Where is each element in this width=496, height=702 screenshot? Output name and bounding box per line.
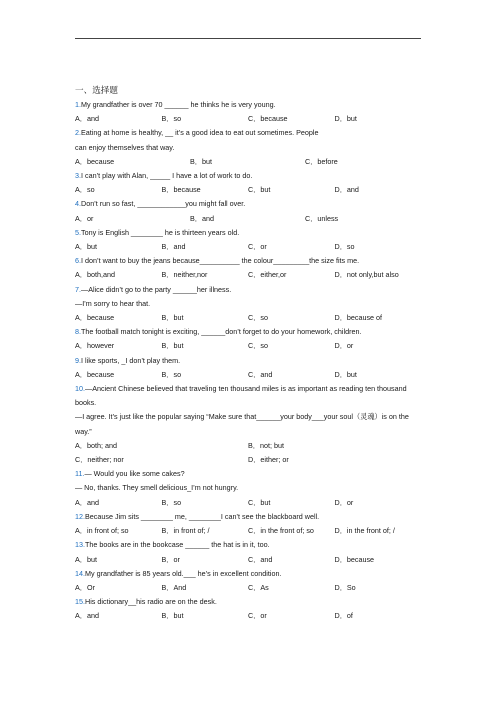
- question-5: [75, 226, 421, 240]
- option-d[interactable]: D．in the front of; /: [334, 526, 395, 536]
- option-a[interactable]: A．because: [75, 369, 115, 379]
- option-b[interactable]: B．but: [161, 341, 184, 351]
- question-number: 10.: [75, 384, 85, 394]
- question-text: The football match tonight is exciting, ______don’t forget to do your homework, children.: [81, 327, 362, 337]
- option-c[interactable]: C．and: [248, 554, 273, 564]
- question-list: [75, 82, 421, 624]
- question-11: [75, 467, 421, 481]
- question-4: [75, 197, 421, 211]
- question-9: [75, 354, 421, 368]
- option-b[interactable]: B．and: [190, 213, 214, 223]
- options-8: [75, 339, 421, 353]
- options-10-row-2: [75, 453, 421, 467]
- question-number: 5.: [75, 227, 81, 237]
- question-text: The books are in the bookcase ______ the hat is in it, too.: [85, 540, 270, 550]
- option-d[interactable]: D．so: [334, 242, 355, 252]
- question-text: Eating at home is healthy, __ it’s a good idea to eat out sometimes. People: [81, 128, 319, 138]
- options-4: [75, 212, 421, 226]
- option-a[interactable]: A．in front of; so: [75, 526, 129, 536]
- question-1: [75, 98, 421, 112]
- option-b[interactable]: B．but: [161, 611, 184, 621]
- option-a[interactable]: A．and: [75, 497, 99, 507]
- question-number: 2.: [75, 128, 81, 138]
- option-a[interactable]: A．both; and: [75, 440, 117, 450]
- options-2: [75, 155, 421, 169]
- question-continuation: —I agree. It’s just like the popular saying “Make sure that______your body___your soul（灵魂）is on the way.”: [75, 412, 409, 436]
- option-d[interactable]: D．of: [334, 611, 353, 621]
- question-number: 13.: [75, 540, 85, 550]
- question-continuation: —I’m sorry to hear that.: [75, 298, 151, 308]
- question-text: My grandfather is over 70 ______ he thinks he is very young.: [81, 100, 276, 109]
- option-b[interactable]: B．so: [161, 114, 182, 124]
- question-text: I like sports, _I don’t play them.: [81, 355, 181, 365]
- option-b[interactable]: B．and: [161, 242, 186, 252]
- option-c[interactable]: C．As: [248, 582, 269, 592]
- option-c[interactable]: C．either,or: [248, 270, 287, 280]
- options-12: [75, 524, 421, 538]
- question-text: Tony is English ________ he is thirteen years old.: [81, 227, 240, 237]
- option-a[interactable]: A．so: [75, 185, 95, 195]
- option-b[interactable]: B．so: [161, 497, 182, 507]
- question-text: I don’t want to buy the jeans because__________ the colour_________the size fits me.: [81, 256, 360, 266]
- option-c[interactable]: C．and: [248, 369, 273, 379]
- options-15: [75, 609, 421, 623]
- options-3: [75, 183, 421, 197]
- option-b[interactable]: B．because: [161, 185, 201, 195]
- option-a[interactable]: A．and: [75, 114, 99, 124]
- question-2: [75, 126, 421, 140]
- option-c[interactable]: C．or: [248, 611, 267, 621]
- option-c[interactable]: C．in the front of; so: [248, 526, 314, 536]
- option-d[interactable]: D．either; or: [248, 455, 289, 465]
- option-c[interactable]: C．but: [248, 497, 271, 507]
- options-5: [75, 240, 421, 254]
- question-number: 12.: [75, 511, 85, 521]
- question-number: 11.: [75, 469, 85, 479]
- question-7: [75, 283, 421, 297]
- question-15: [75, 595, 421, 609]
- question-8: [75, 325, 421, 339]
- option-d[interactable]: D．because: [334, 554, 375, 564]
- question-13: [75, 538, 421, 552]
- question-number: 9.: [75, 355, 81, 365]
- question-10: [75, 382, 421, 410]
- option-d[interactable]: D．because of: [334, 313, 383, 323]
- options-14: [75, 581, 421, 595]
- option-d[interactable]: D．not only,but also: [334, 270, 399, 280]
- option-b[interactable]: B．And: [161, 582, 187, 592]
- options-9: [75, 368, 421, 382]
- question-number: 8.: [75, 327, 81, 337]
- option-c[interactable]: C．but: [248, 185, 271, 195]
- question-number: 15.: [75, 597, 85, 607]
- option-b[interactable]: B．but: [190, 156, 212, 166]
- option-c[interactable]: C．or: [248, 242, 267, 252]
- question-3: [75, 169, 421, 183]
- question-number: 4.: [75, 199, 81, 209]
- options-1: [75, 112, 421, 126]
- option-a[interactable]: A．however: [75, 341, 115, 351]
- options-7: [75, 311, 421, 325]
- option-a[interactable]: A．and: [75, 611, 99, 621]
- option-c[interactable]: C．so: [248, 341, 268, 351]
- option-d[interactable]: D．or: [334, 497, 354, 507]
- option-a[interactable]: A．or: [75, 213, 94, 223]
- options-10-row-1: [75, 439, 421, 453]
- question-12: [75, 510, 421, 524]
- question-number: 7.: [75, 284, 81, 294]
- question-6: [75, 254, 421, 268]
- question-continuation: can enjoy themselves that way.: [75, 142, 175, 152]
- header-rule: [75, 38, 421, 39]
- option-c[interactable]: C．unless: [305, 213, 339, 223]
- option-c[interactable]: C．so: [248, 313, 268, 323]
- question-text: Because Jim sits ________ me, ________I can’t see the blackboard well.: [85, 511, 320, 521]
- option-c[interactable]: C．neither; nor: [75, 455, 124, 465]
- question-14: [75, 567, 421, 581]
- option-d[interactable]: D．but: [334, 369, 357, 379]
- question-continuation: — No, thanks. They smell delicious_I’m not hungry.: [75, 483, 239, 493]
- option-d[interactable]: D．but: [334, 114, 357, 124]
- question-text: I can’t play with Alan, _____ I have a lot of work to do.: [81, 171, 253, 181]
- options-6: [75, 268, 421, 282]
- section-title: 一、选择题: [75, 85, 118, 95]
- option-a[interactable]: A．but: [75, 554, 97, 564]
- option-b[interactable]: B．so: [161, 369, 182, 379]
- option-d[interactable]: D．and: [334, 185, 359, 195]
- question-text: Don’t run so fast, ____________you might fall over.: [81, 199, 246, 209]
- question-text: His dictionary__his radio are on the desk.: [85, 597, 217, 607]
- question-number: 6.: [75, 256, 81, 266]
- option-d[interactable]: D．or: [334, 341, 354, 351]
- option-a[interactable]: A．because: [75, 313, 115, 323]
- options-11: [75, 496, 421, 510]
- options-13: [75, 553, 421, 567]
- option-a[interactable]: A．both,and: [75, 270, 115, 280]
- question-number: 3.: [75, 171, 81, 181]
- option-b[interactable]: B．or: [161, 554, 180, 564]
- question-text: —Ancient Chinese believed that traveling ten thousand miles is as important as reading ten thousand books.: [75, 384, 407, 408]
- option-b[interactable]: B．neither,nor: [161, 270, 208, 280]
- question-number: 14.: [75, 568, 85, 578]
- question-text: —Alice didn’t go to the party ______her illness.: [81, 284, 232, 294]
- option-c[interactable]: C．before: [305, 156, 338, 166]
- option-b[interactable]: B．in front of; /: [161, 526, 210, 536]
- question-text: My grandfather is 85 years old.___ he’s in excellent condition.: [85, 568, 282, 578]
- option-d[interactable]: D．So: [334, 582, 356, 592]
- question-text: — Would you like some cakes?: [84, 469, 185, 479]
- option-b[interactable]: B．but: [161, 313, 184, 323]
- option-a[interactable]: A．because: [75, 156, 115, 166]
- option-b[interactable]: B．not; but: [248, 440, 284, 450]
- option-a[interactable]: A．but: [75, 242, 97, 252]
- option-c[interactable]: C．because: [248, 114, 288, 124]
- question-number: 1.: [75, 100, 81, 109]
- option-a[interactable]: A．Or: [75, 582, 95, 592]
